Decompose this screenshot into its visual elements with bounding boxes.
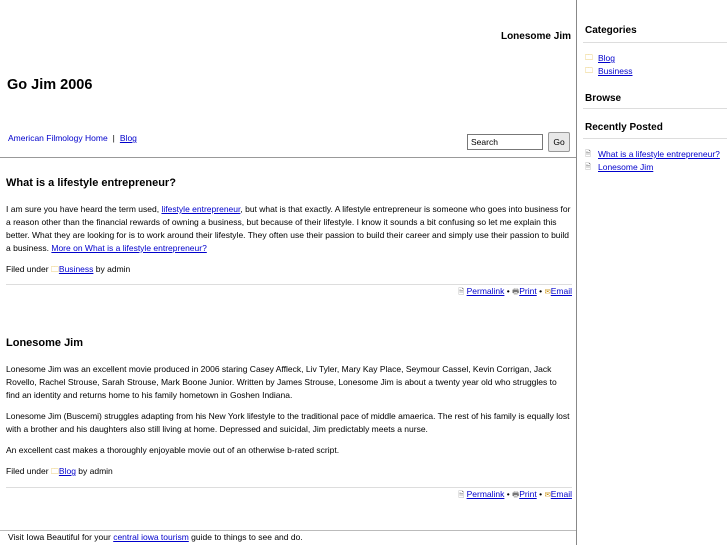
sidebar-divider: [583, 42, 727, 43]
post-actions: [6, 489, 572, 502]
lifestyle-entrepreneur-link[interactable]: lifestyle entrepreneur: [161, 204, 241, 214]
search-go-button[interactable]: Go: [548, 132, 570, 152]
permalink-icon: 🗎: [458, 490, 465, 499]
recent-item: [585, 161, 721, 173]
search-input[interactable]: [467, 134, 543, 150]
sidebar-divider: [583, 108, 727, 109]
filed-under-label: Filed under: [6, 264, 49, 274]
post-paragraph: An excellent cast makes a thoroughly enjoyable movie out of an otherwise b-rated script.: [6, 445, 340, 455]
email-link[interactable]: Email: [550, 286, 572, 296]
header-divider: [0, 157, 576, 158]
post: [6, 337, 572, 502]
print-icon: 🖶: [512, 490, 520, 499]
sidebar-category-business[interactable]: Business: [598, 66, 633, 76]
browse-heading: Browse: [585, 93, 622, 104]
post-title: Lonesome Jim: [6, 337, 84, 349]
filed-under: [6, 466, 572, 480]
nav-separator: |: [112, 133, 115, 143]
author: by admin: [78, 466, 113, 476]
read-more-link[interactable]: More on What is a lifestyle entrepreneur?: [51, 243, 207, 253]
category-link[interactable]: Business: [58, 264, 94, 274]
separator: •: [506, 489, 510, 499]
sidebar-category-blog[interactable]: Blog: [598, 53, 616, 63]
recent-post-link[interactable]: What is a lifestyle entrepreneur?: [598, 149, 720, 159]
footer-text: guide to things to see and do.: [188, 532, 303, 542]
post-text: I am sure you have heard the term used,: [6, 204, 162, 214]
document-icon: 🗎: [585, 162, 592, 171]
post: [6, 177, 572, 299]
post-paragraph: [6, 203, 572, 255]
author: by admin: [95, 264, 131, 274]
sidebar-divider: [583, 138, 727, 139]
post-actions: [6, 286, 572, 299]
recent-item: [585, 148, 721, 160]
blog-title: Go Jim 2006: [7, 77, 93, 93]
header-title-link[interactable]: Lonesome Jim: [500, 31, 571, 42]
print-link[interactable]: Print: [519, 489, 537, 499]
footer-text: Visit Iowa Beautiful for your: [8, 532, 114, 542]
email-icon: ✉: [544, 287, 551, 296]
print-link[interactable]: Print: [519, 286, 537, 296]
categories-list: [585, 52, 721, 78]
post-paragraph: Lonesome Jim was an excellent movie produced in 2006 staring Casey Affleck, Liv Tyler, Mary Kay Place, Seymour Cassel, Kevin Corrigan, Jack Rovello, Rachel Strouse, Sarah Strouse, Mark Boone Junior. Written by James Strouse, Lonesome Jim is about a twenty year old who struggles to find an identity and returns home to his family hometown in Goshen Indiana.: [6, 364, 557, 400]
recent-post-link[interactable]: Lonesome Jim: [598, 162, 654, 172]
document-icon: 🗎: [585, 149, 592, 158]
folder-icon: 🗀: [50, 265, 59, 274]
separator: •: [539, 286, 543, 296]
post-divider: [6, 284, 572, 285]
footer: [0, 530, 576, 545]
category-item: [585, 65, 721, 77]
category-item: [585, 52, 721, 64]
post-divider: [6, 487, 572, 488]
iowa-tourism-link[interactable]: central iowa tourism: [113, 532, 189, 542]
permalink-link[interactable]: Permalink: [466, 489, 505, 499]
filed-under: [6, 264, 572, 278]
filed-under-label: Filed under: [6, 466, 49, 476]
nav-bar: [8, 133, 137, 143]
permalink-link[interactable]: Permalink: [466, 286, 505, 296]
permalink-icon: 🗎: [458, 287, 465, 296]
email-link[interactable]: Email: [550, 489, 572, 499]
post-title: What is a lifestyle entrepreneur?: [6, 177, 176, 189]
separator: •: [539, 489, 543, 499]
recent-heading: Recently Posted: [585, 122, 663, 133]
print-icon: 🖶: [512, 287, 520, 296]
categories-heading: Categories: [585, 25, 637, 36]
nav-blog-link[interactable]: Blog: [119, 133, 137, 143]
category-link[interactable]: Blog: [58, 466, 76, 476]
sidebar: [577, 0, 727, 545]
folder-icon: 🗀: [585, 66, 593, 75]
recent-list: [585, 148, 721, 174]
nav-home-link[interactable]: American Filmology Home: [8, 133, 108, 143]
folder-icon: 🗀: [585, 53, 593, 62]
post-text: , but what is that exactly. A lifestyle entrepreneur is someone who goes into business for a reason other than the financial rewards of owning a business, but because of their lifestyle. I know it sounds a bit confusing so let me explain this better. What they are looking for is to work around their lifestyle. They often use their passion to build their career and simply use their passion to build a business.: [6, 204, 571, 253]
email-icon: ✉: [544, 490, 551, 499]
folder-icon: 🗀: [50, 467, 59, 476]
post-paragraph: Lonesome Jim (Buscemi) struggles adapting from his New York lifestyle to the traditional pace of middle amaerica. The rest of his family is equally lost with a brother and his daughters also still living at home. Depressed and suicidal, Jim predictably meets a nurse.: [6, 411, 570, 434]
separator: •: [506, 286, 510, 296]
